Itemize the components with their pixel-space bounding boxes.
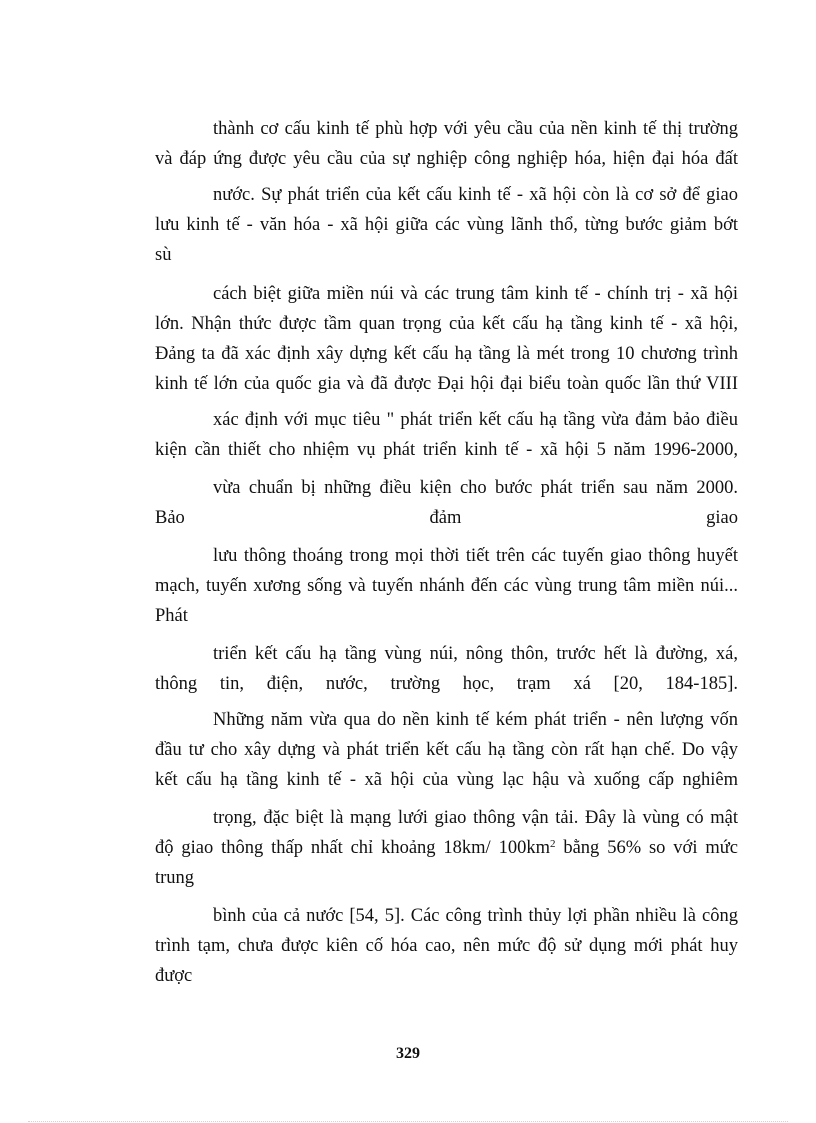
text-line: xác định với mục tiêu " phát triển kết cấu hạ tầng vừa đảm bảo điều xyxy=(213,410,738,430)
text-line: triển kết cấu hạ tầng vùng núi, nông thôn, trước hết là đường, xá, xyxy=(213,644,738,664)
text-line: lưu thông thoáng trong mọi thời tiết trên các tuyến giao thông huyết xyxy=(213,546,738,566)
text-line: thành cơ cấu kinh tế phù hợp với yêu cầu của nền kinh tế thị trường xyxy=(213,119,738,139)
text-line: sù xyxy=(155,245,172,265)
text-line: đầu tư cho xây dựng và phát triển kết cấu hạ tầng còn rất hạn chế. Do vậy xyxy=(155,740,738,760)
text-line: trọng, đặc biệt là mạng lưới giao thông vận tải. Đây là vùng có mật xyxy=(213,808,738,828)
text-line: mạch, tuyến xương sống và tuyến nhánh đến các vùng trung tâm miền núi... xyxy=(155,576,738,596)
text-line: kiện cần thiết cho nhiệm vụ phát triển kinh tế - xã hội 5 năm 1996-2000, xyxy=(155,440,738,460)
text-run: bằng 56% so với mức xyxy=(555,838,738,858)
text-line xyxy=(155,836,738,860)
text-line: kinh tế lớn của quốc gia và đã được Đại hội đại biểu toàn quốc lần thứ VIII xyxy=(155,374,738,394)
text-line: Đảng ta đã xác định xây dựng kết cấu hạ tầng là mét trong 10 chương trình xyxy=(155,344,738,364)
page-bottom-divider xyxy=(28,1121,788,1122)
text-line: thông tin, điện, nước, trường học, trạm xá [20, 184-185]. xyxy=(155,674,738,694)
text-line: trình tạm, chưa được kiên cố hóa cao, nên mức độ sử dụng mới phát huy xyxy=(155,936,738,956)
text-line: được xyxy=(155,966,193,986)
text-run: độ giao thông thấp nhất chỉ khoảng 18km/ 100km xyxy=(155,838,550,858)
text-line: kết cấu hạ tầng kinh tế - xã hội của vùng lạc hậu và xuống cấp nghiêm xyxy=(155,770,738,790)
text-line: nước. Sự phát triển của kết cấu kinh tế - xã hội còn là cơ sở để giao xyxy=(213,185,738,205)
text-line: và đáp ứng được yêu cầu của sự nghiệp công nghiệp hóa, hiện đại hóa đất xyxy=(155,149,738,169)
text-line: bình của cả nước [54, 5]. Các công trình thủy lợi phần nhiều là công xyxy=(213,906,738,926)
text-line: lưu kinh tế - văn hóa - xã hội giữa các vùng lãnh thổ, từng bước giảm bớt xyxy=(155,215,738,235)
text-line: Những năm vừa qua do nền kinh tế kém phát triển - nên lượng vốn xyxy=(213,710,738,730)
text-line: lớn. Nhận thức được tầm quan trọng của kết cấu hạ tầng kinh tế - xã hội, xyxy=(155,314,738,334)
text-line: Phát xyxy=(155,606,188,626)
text-line: Bảo đảm giao xyxy=(155,508,738,528)
text-line: cách biệt giữa miền núi và các trung tâm kinh tế - chính trị - xã hội xyxy=(213,284,738,304)
text-line: trung xyxy=(155,868,195,888)
text-line: vừa chuẩn bị những điều kiện cho bước phát triển sau năm 2000. xyxy=(213,478,738,498)
page-number: 329 xyxy=(396,1045,420,1062)
superscript: 2 xyxy=(549,838,556,850)
